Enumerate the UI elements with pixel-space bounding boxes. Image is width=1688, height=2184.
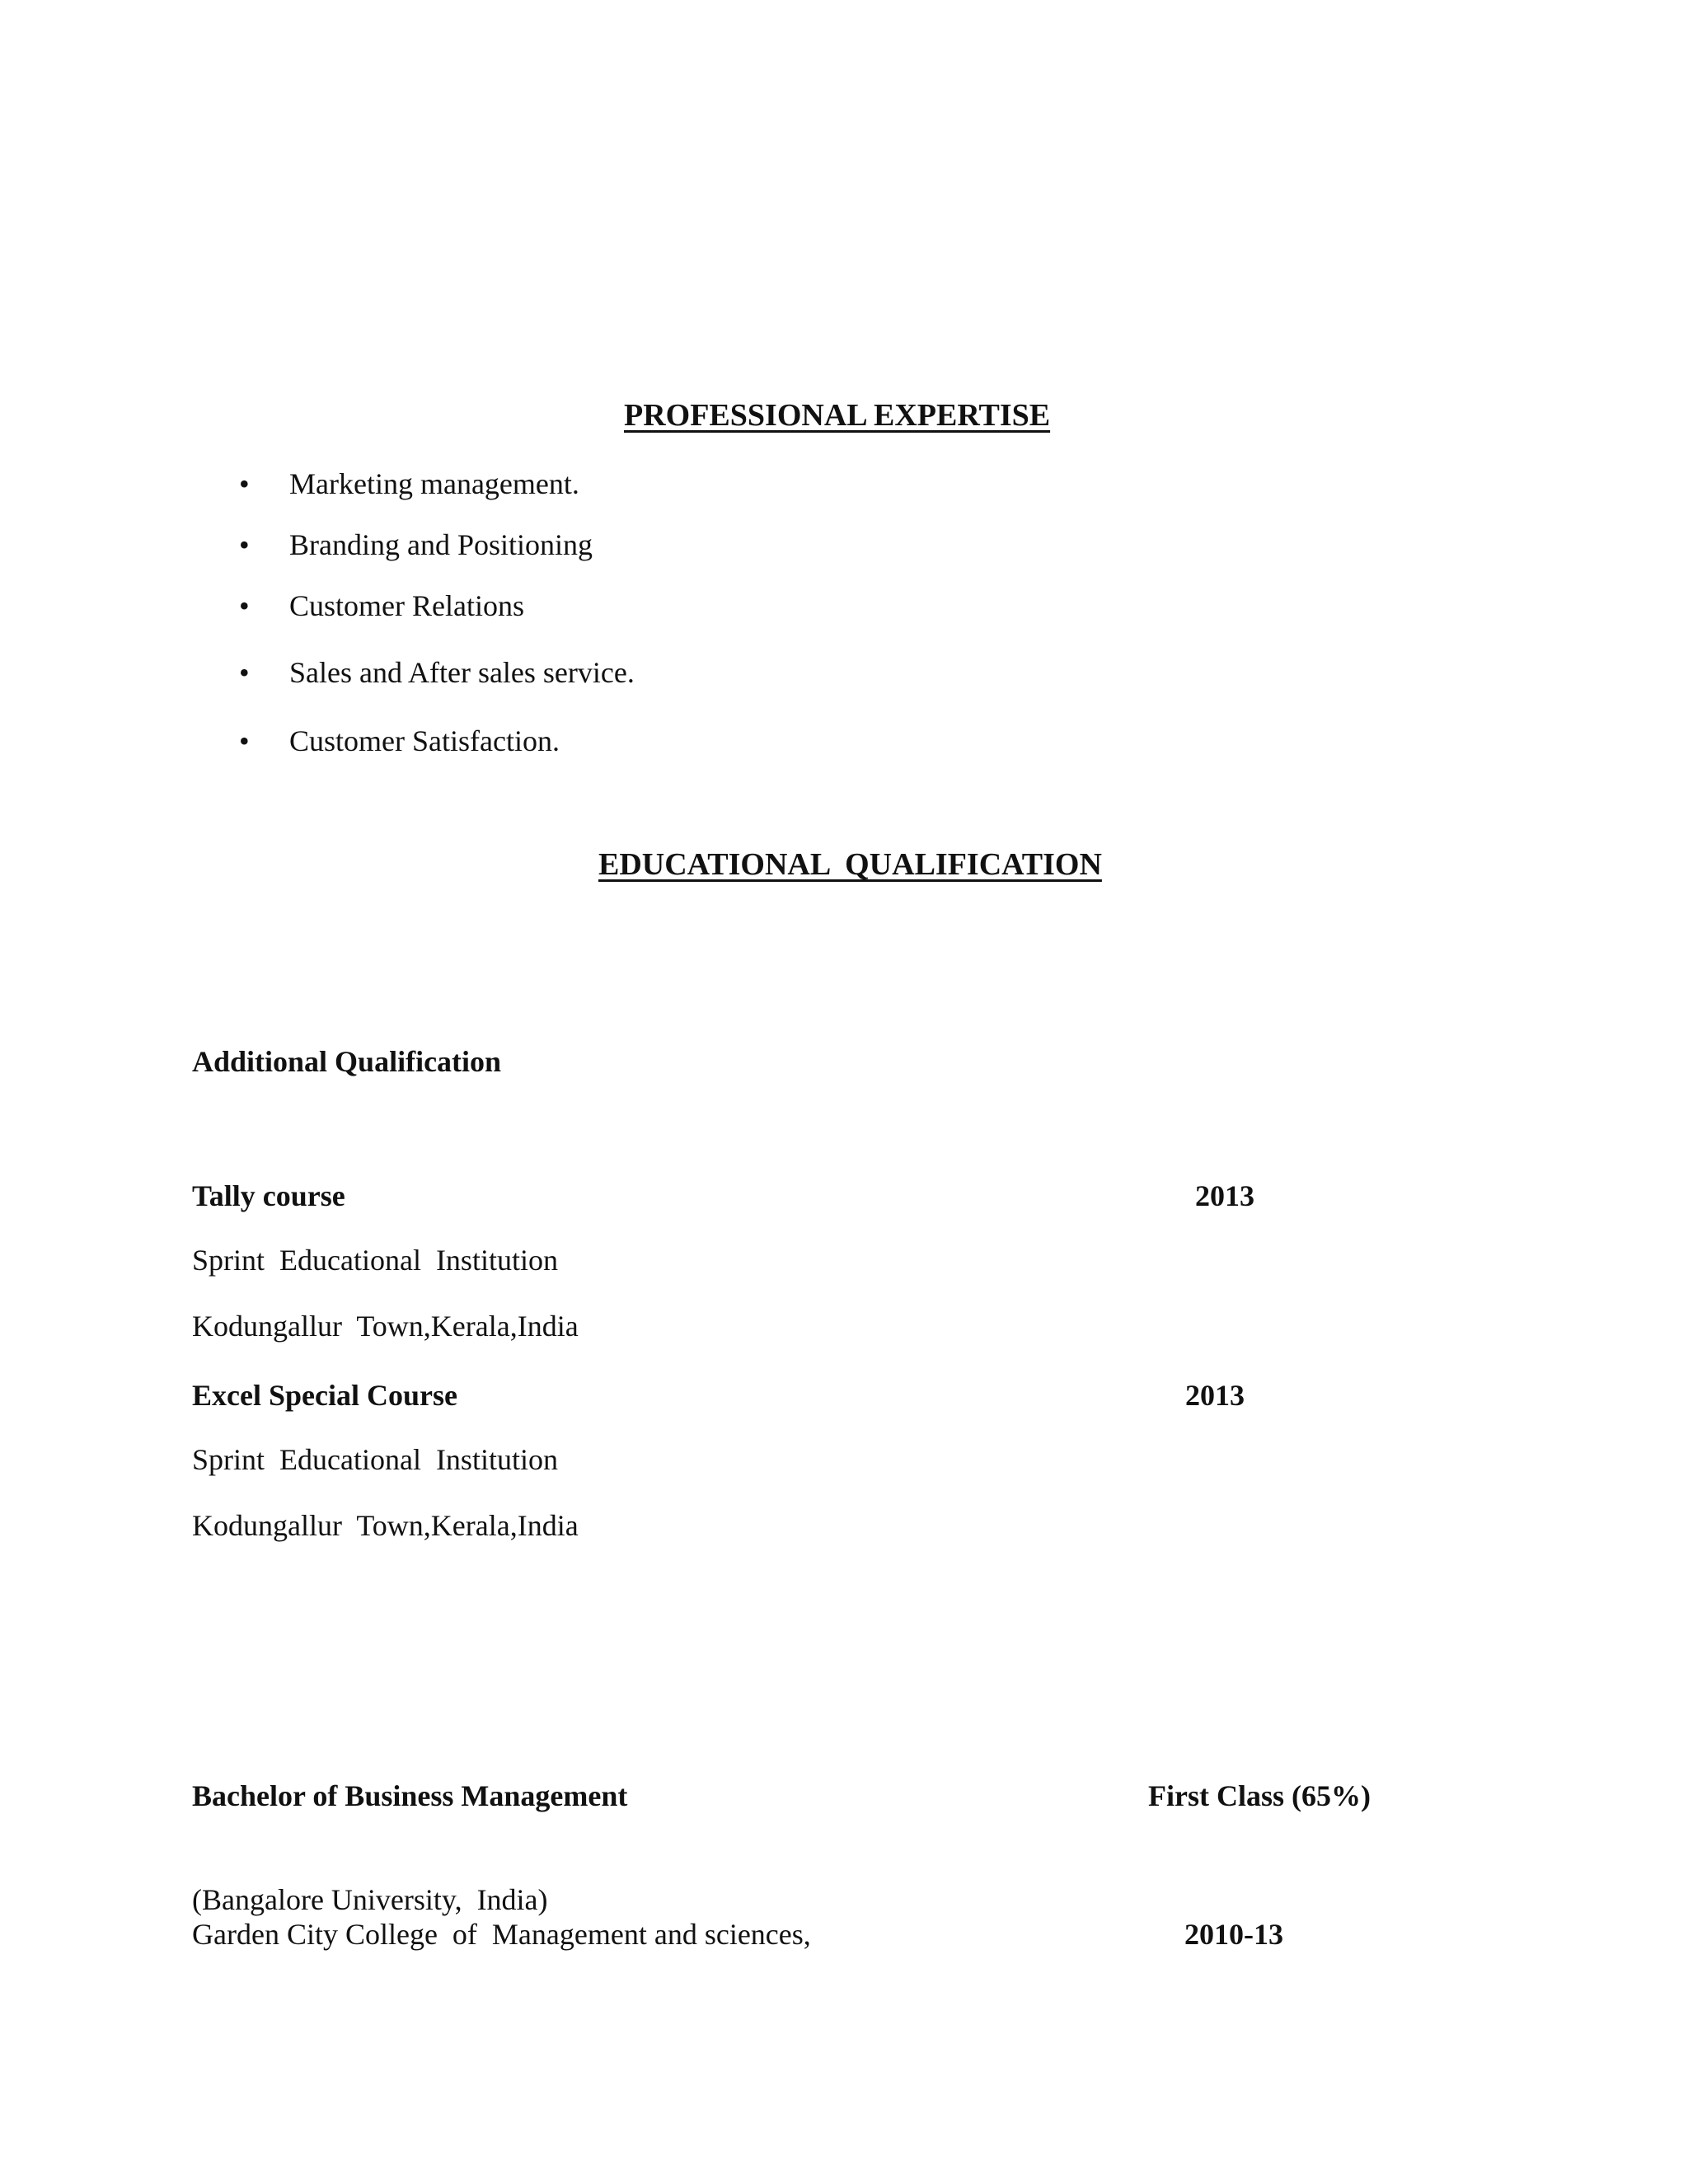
degree-grade: First Class (65%)	[1148, 1779, 1371, 1812]
bullet-marker: •	[239, 467, 250, 500]
course-institution: Sprint Educational Institution	[192, 1244, 558, 1277]
degree-university: (Bangalore University, India)	[192, 1883, 548, 1916]
education-heading: EDUCATIONAL QUALIFICATION	[598, 847, 1102, 882]
bullet-marker: •	[239, 724, 250, 757]
degree-college: Garden City College of Management and sciences,	[192, 1918, 811, 1951]
expertise-item: Sales and After sales service.	[289, 656, 635, 689]
course-year: 2013	[1195, 1179, 1254, 1212]
bullet-marker: •	[239, 528, 250, 561]
expertise-heading: PROFESSIONAL EXPERTISE	[624, 398, 1051, 433]
bullet-marker: •	[239, 589, 250, 622]
course-location: Kodungallur Town,Kerala,India	[192, 1310, 579, 1343]
course-institution: Sprint Educational Institution	[192, 1443, 558, 1476]
degree-years: 2010-13	[1184, 1918, 1283, 1951]
additional-qualification-heading: Additional Qualification	[192, 1045, 502, 1078]
course-location: Kodungallur Town,Kerala,India	[192, 1509, 579, 1542]
course-name: Tally course	[192, 1179, 345, 1212]
degree-name: Bachelor of Business Management	[192, 1779, 628, 1812]
expertise-item: Marketing management.	[289, 467, 579, 500]
course-year: 2013	[1185, 1379, 1245, 1412]
bullet-marker: •	[239, 656, 250, 689]
course-name: Excel Special Course	[192, 1379, 457, 1412]
expertise-item: Customer Satisfaction.	[289, 724, 560, 757]
expertise-item: Customer Relations	[289, 589, 524, 622]
expertise-item: Branding and Positioning	[289, 528, 593, 561]
